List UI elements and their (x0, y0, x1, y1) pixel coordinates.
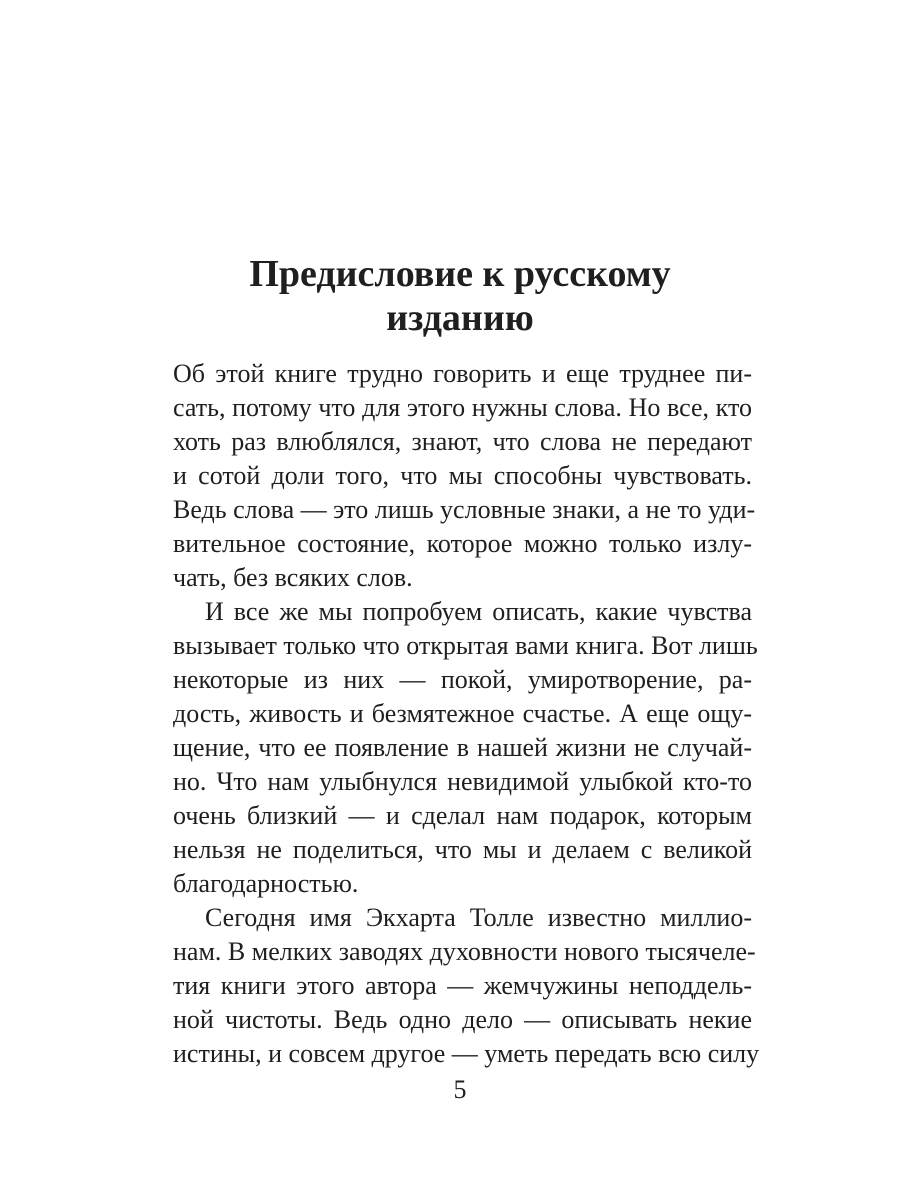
text-line: нам. В мелких заводях духовности нового тысячеле- (173, 937, 756, 966)
text-line: Об этой книге трудно говорить и еще труднее пи- (173, 359, 752, 388)
text-line: И все же мы попробуем описать, какие чувства (205, 597, 752, 626)
chapter-title-line: изданию (386, 297, 534, 339)
text-line: некоторые из них — покой, умиротворение, ра- (173, 665, 752, 694)
chapter-title-line: Предисловие к русскому (249, 253, 671, 295)
text-line: дость, живость и безмятежное счастье. А еще ощу- (173, 699, 752, 728)
text-line: нельзя не поделиться, что мы и делаем с великой (173, 835, 752, 864)
text-line: щение, что ее появление в нашей жизни не случай- (173, 733, 752, 762)
text-line: истины, и совсем другое — уметь передать всю силу (173, 1039, 760, 1068)
body-text (173, 357, 760, 1071)
text-line: ной чистоты. Ведь одно дело — описывать некие (173, 1005, 752, 1034)
text-line: очень близкий — и сделал нам подарок, которым (173, 801, 752, 830)
text-line: тия книги этого автора — жемчужины неподдель- (173, 971, 752, 1000)
text-line: Сегодня имя Экхарта Толле известно миллио- (205, 903, 752, 932)
text-line: и сотой доли того, что мы способны чувствовать. (173, 461, 752, 490)
text-line: хоть раз влюблялся, знают, что слова не передают (173, 427, 752, 456)
text-line: чать, без всяких слов. (173, 563, 413, 592)
text-line: вительное состояние, которое можно только излу- (173, 529, 752, 558)
text-line: вызывает только что открытая вами книга. Вот лишь (173, 631, 758, 660)
text-line: благодарностью. (173, 869, 359, 898)
text-line: Ведь слова — это лишь условные знаки, а не то уди- (173, 495, 756, 524)
text-line: но. Что нам улыбнулся невидимой улыбкой кто-то (173, 767, 752, 796)
chapter-title (150, 252, 770, 340)
page-number: 5 (453, 1075, 467, 1104)
text-line: сать, потому что для этого нужны слова. Но все, кто (173, 393, 752, 422)
